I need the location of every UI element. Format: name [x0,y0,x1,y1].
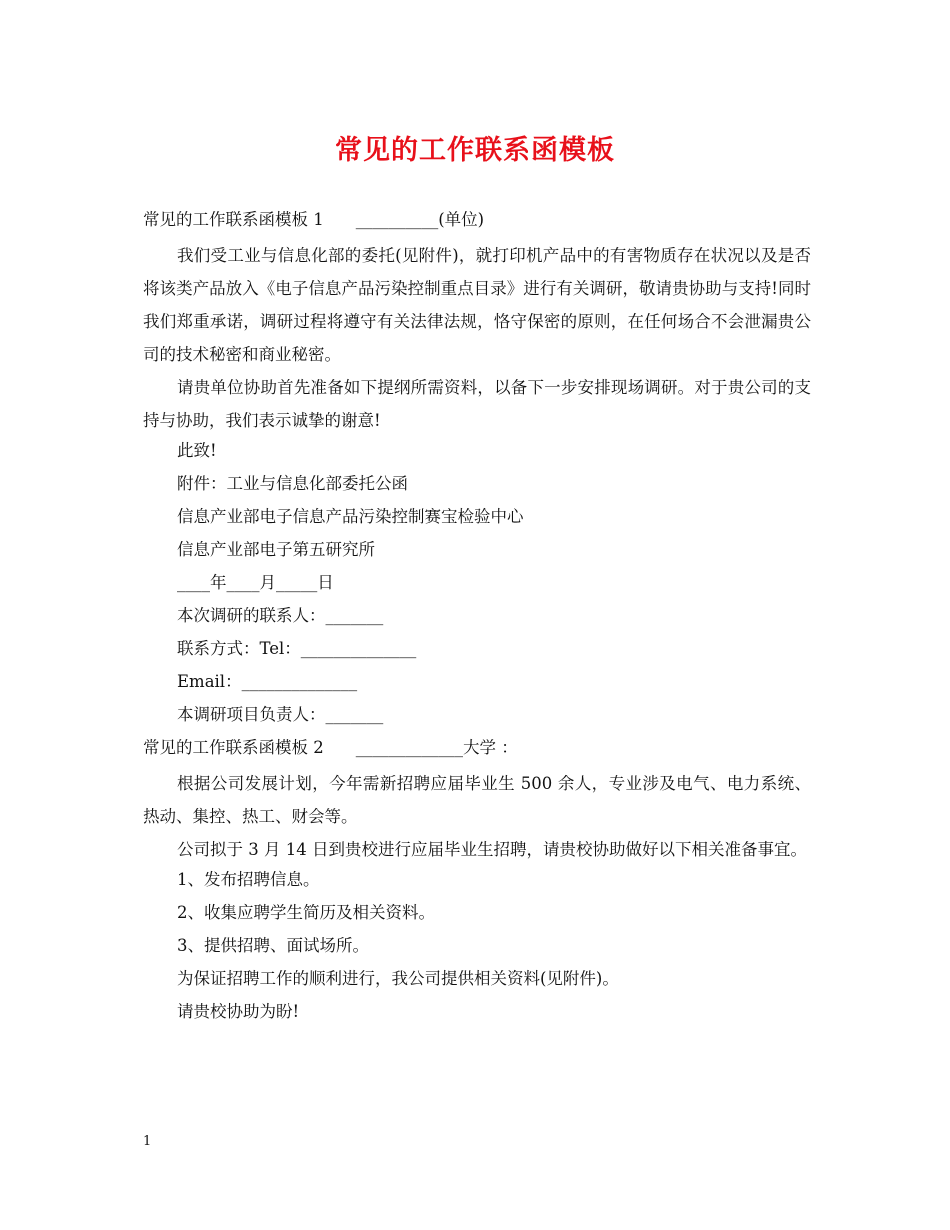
section-2-paragraph-3: 为保证招聘工作的顺利进行，我公司提供相关资料(见附件)。 [177,969,619,988]
section-2-addressee: _____________大学 ： [355,738,518,757]
section-1-header [143,206,811,239]
contact-email: Email：______________ [177,672,358,691]
section-1-paragraph-1: 我们受工业与信息化部的委托(见附件)，就打印机产品中的有害物质存在状况以及是否将该类产品放入《电子信息产品污染控制重点目录》进行有关调研，敬请贵协助与支持!同时我们郑重承诺，调研过程将遵守有关法律法规，恪守保密的原则，在任何场合不会泄漏贵公司的技术秘密和商业秘密。 [143,246,811,364]
section-2-header [143,734,811,767]
section-2-paragraph-1: 根据公司发展计划，今年需新招聘应届毕业生 500 余人，专业涉及电气、电力系统、热动、集控、热工、财会等。 [143,774,811,826]
organization-2: 信息产业部电子第五研究所 [177,540,375,559]
attachment-line: 附件：工业与信息化部委托公函 [177,474,408,493]
document-body [143,206,811,1031]
section-2-paragraph-2: 公司拟于 3 月 14 日到贵校进行应届毕业生招聘，请贵校协助做好以下相关准备事宜。 [177,840,807,859]
contact-person: 本次调研的联系人：_______ [177,606,384,625]
section-1-heading: 常见的工作联系函模板 1 [143,210,324,229]
document-title: 常见的工作联系函模板 [335,135,615,166]
organization-1: 信息产业部电子信息产品污染控制赛宝检验中心 [177,507,524,526]
page-number: 1 [143,1134,152,1149]
section-1-addressee: __________(单位) [355,210,485,229]
contact-tel: 联系方式：Tel：______________ [177,639,417,658]
date-line: ____年____月_____日 [177,573,334,592]
closing: 此致! [177,441,217,460]
section-1-paragraph-2: 请贵单位协助首先准备如下提纲所需资料，以备下一步安排现场调研。对于贵公司的支持与协助，我们表示诚挚的谢意! [143,378,811,430]
list-item: 2、收集应聘学生简历及相关资料。 [177,903,435,922]
section-2-heading: 常见的工作联系函模板 2 [143,738,324,757]
list-item: 1、发布招聘信息。 [177,870,320,889]
section-2-paragraph-4: 请贵校协助为盼! [177,1002,300,1021]
list-item: 3、提供招聘、面试场所。 [177,936,369,955]
project-lead: 本调研项目负责人：_______ [177,705,384,724]
